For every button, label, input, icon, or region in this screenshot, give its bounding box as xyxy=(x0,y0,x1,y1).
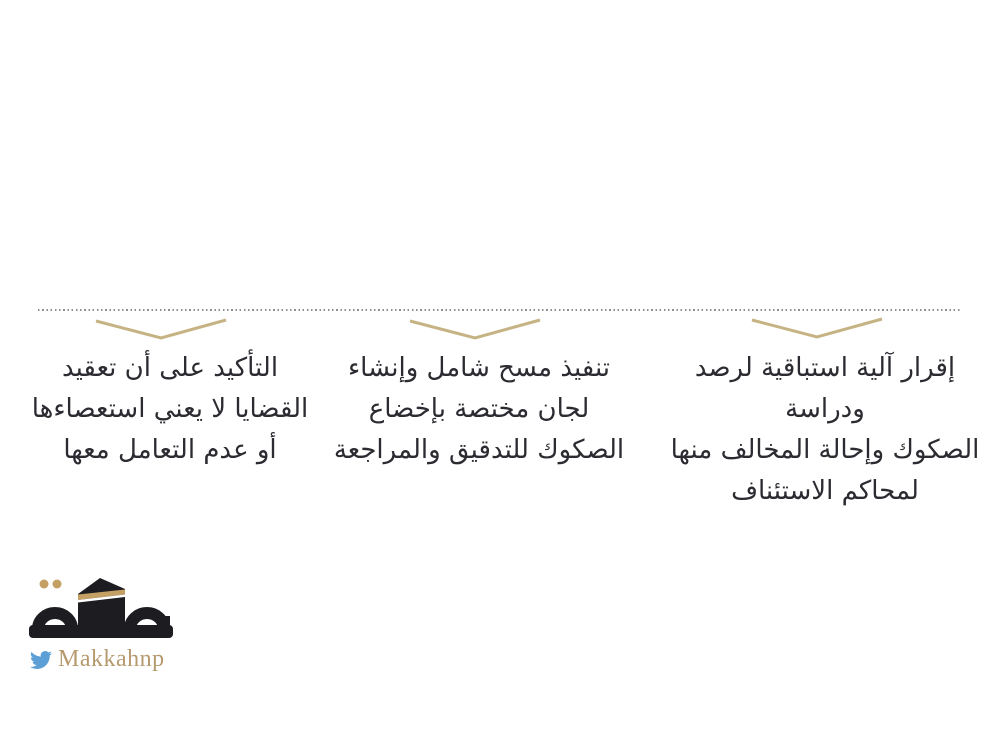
point-line: لمحاكم الاستئناف xyxy=(731,476,919,506)
twitter-handle-text: Makkahnp xyxy=(58,646,165,672)
chevron-down-icon xyxy=(408,318,542,342)
makkah-newspaper-logo-icon xyxy=(28,576,174,642)
point-line: لجان مختصة بإخضاع xyxy=(368,394,590,424)
chevron-down-icon xyxy=(94,318,228,342)
point-line: أو عدم التعامل معها xyxy=(63,435,277,465)
twitter-handle-row xyxy=(30,646,188,673)
point-line: إقرار آلية استباقية لرصد ودراسة xyxy=(694,353,956,424)
point-line: الصكوك وإحالة المخالف منها xyxy=(670,435,980,465)
point-text-2 xyxy=(328,348,630,471)
twitter-icon xyxy=(30,649,52,671)
point-text-3 xyxy=(16,348,324,471)
point-line: القضايا لا يعني استعصاءها xyxy=(31,394,309,424)
point-text-1 xyxy=(652,348,998,512)
point-line: تنفيذ مسح شامل وإنشاء xyxy=(347,353,611,383)
brand-block xyxy=(28,576,188,673)
chevron-down-icon xyxy=(750,317,884,341)
dotted-divider xyxy=(38,309,960,311)
point-line: الصكوك للتدقيق والمراجعة xyxy=(333,435,625,465)
point-line: التأكيد على أن تعقيد xyxy=(61,353,279,383)
